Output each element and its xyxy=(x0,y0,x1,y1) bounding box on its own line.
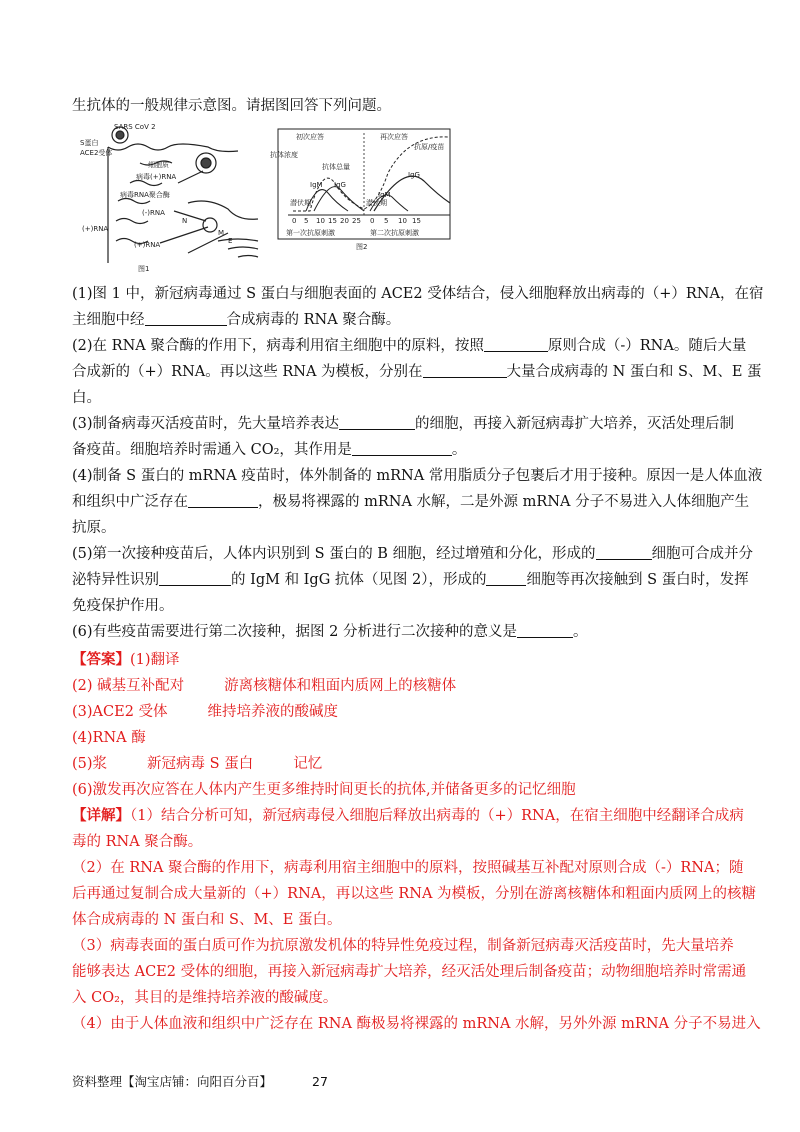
fig1-label: (-)RNA xyxy=(142,209,165,217)
answer-1 xyxy=(72,650,732,670)
fig2-xlabel: 第一次抗原刺激 xyxy=(286,229,335,237)
page-number: 27 xyxy=(312,1074,328,1089)
page-footer xyxy=(72,1072,328,1090)
fig2-label: 抗体总量 xyxy=(322,163,350,171)
text: 和组织中广泛存在 xyxy=(72,494,188,510)
detail-3-line-2: 能够表达 ACE2 受体的细胞，再接入新冠病毒扩大培养，经灭活处理后制备疫苗；动物细胞培养时常需通 xyxy=(72,964,747,980)
figures xyxy=(78,123,458,275)
series-igg-1 xyxy=(314,187,364,211)
text: 。 xyxy=(572,624,588,640)
question-2-line-2 xyxy=(72,362,762,382)
fig2-tick: 15 xyxy=(328,217,337,225)
fig1-label: (+)RNA xyxy=(82,225,109,233)
detail-2-line-2: 后再通过复制合成大量新的（+）RNA，再以这些 RNA 为模板，分别在游离核糖体和粗面内质网上的核糖 xyxy=(72,886,757,902)
fig2-tick: 0 xyxy=(292,217,297,225)
fig2-label: IgG xyxy=(334,181,346,189)
text: 新冠病毒 S 蛋白 xyxy=(147,756,254,772)
text: 原则合成（-）RNA。随后大量 xyxy=(547,338,747,354)
fig2-tick: 10 xyxy=(316,217,325,225)
question-4-line-1: (4)制备 S 蛋白的 mRNA 疫苗时，体外制备的 mRNA 常用脂质分子包裹后才用于接种。原因一是人体血液 xyxy=(72,468,763,484)
fig2-tick: 0 xyxy=(370,217,375,225)
fig2-label: IgM xyxy=(310,181,323,189)
detail-4-line-1: （4）由于人体血液和组织中广泛存在 RNA 酶极易将裸露的 mRNA 水解，另外外源 mRNA 分子不易进入 xyxy=(72,1016,761,1032)
answer-3 xyxy=(72,702,732,722)
detail-1-line-2: 毒的 RNA 聚合酶。 xyxy=(72,834,203,850)
answer-blank[interactable] xyxy=(188,493,258,508)
fig2-tick: 25 xyxy=(352,217,361,225)
fig2-tick: 10 xyxy=(398,217,407,225)
text: (5)浆 xyxy=(72,756,108,772)
fig2-tick: 15 xyxy=(412,217,421,225)
fig1-label: 病毒(+)RNA xyxy=(136,173,177,181)
question-4-line-3: 抗原。 xyxy=(72,520,116,536)
answer-tag: 【答案】 xyxy=(72,652,130,668)
text: 的细胞，再接入新冠病毒扩大培养，灭活处理后制 xyxy=(415,416,735,432)
cell-membrane xyxy=(108,144,238,152)
detail-2-line-3: 体合成病毒的 N 蛋白和 S、M、E 蛋白。 xyxy=(72,912,342,928)
text: 记忆 xyxy=(293,756,323,772)
fig2-tick: 5 xyxy=(384,217,389,225)
figure-1-labels xyxy=(80,123,232,273)
fig1-label: E xyxy=(228,237,233,245)
fig1-label: N xyxy=(182,217,188,225)
fig2-xlabel: 第二次抗原刺激 xyxy=(370,229,419,237)
intro-text: 生抗体的一般规律示意图。请据图回答下列问题。 xyxy=(72,98,391,114)
figure-1-and-2 xyxy=(78,123,458,275)
text: 合成新的（+）RNA。再以这些 RNA 为模板，分别在 xyxy=(72,364,423,380)
detail-3-line-1: （3）病毒表面的蛋白质可作为抗原激发机体的特异性免疫过程，制备新冠病毒灭活疫苗时，先大量培养 xyxy=(72,938,734,954)
text: (2) 碱基互补配对 xyxy=(72,678,185,694)
fig2-label: 抗原/疫苗 xyxy=(414,143,445,151)
answer-2 xyxy=(72,676,732,696)
answer-blank[interactable] xyxy=(484,337,548,352)
detail-1-line-1 xyxy=(72,806,744,826)
answer-blank[interactable] xyxy=(145,311,227,326)
fig2-label: IgG xyxy=(408,171,420,179)
fig1-label: S蛋白 xyxy=(80,139,99,147)
answer-5 xyxy=(72,754,732,774)
answer-6: (6)激发再次应答在人体内产生更多维持时间更长的抗体,并储备更多的记忆细胞 xyxy=(72,782,576,798)
text: 。 xyxy=(451,442,467,458)
answer-blank[interactable] xyxy=(486,571,526,586)
question-2-line-1 xyxy=(72,336,747,356)
fig2-label: 再次应答 xyxy=(380,133,408,141)
question-2-line-3: 白。 xyxy=(72,390,101,406)
question-1-line-1: (1)图 1 中，新冠病毒通过 S 蛋白与细胞表面的 ACE2 受体结合，侵入细胞释放出病毒的（+）RNA，在宿 xyxy=(72,286,764,302)
answer-4: (4)RNA 酶 xyxy=(72,730,146,746)
question-3-line-1 xyxy=(72,414,735,434)
text: (2)在 RNA 聚合酶的作用下，病毒利用宿主细胞中的原料，按照 xyxy=(72,338,484,354)
question-4-line-2 xyxy=(72,492,750,512)
text: (5)第一次接种疫苗后，人体内识别到 S 蛋白的 B 细胞，经过增殖和分化，形成的 xyxy=(72,546,596,562)
detail-2-line-1: （2）在 RNA 聚合酶的作用下，病毒利用宿主细胞中的原料，按照碱基互补配对原则合成（-）RNA；随 xyxy=(72,860,744,876)
text: (3)制备病毒灭活疫苗时，先大量培养表达 xyxy=(72,416,340,432)
answer-blank[interactable] xyxy=(339,415,415,430)
question-6-line xyxy=(72,622,732,642)
question-1-line-2 xyxy=(72,310,732,330)
fig2-tick: 20 xyxy=(340,217,349,225)
footer-source: 资料整理【淘宝店铺：向阳百分百】 xyxy=(72,1074,273,1089)
fig2-tick: 5 xyxy=(304,217,309,225)
fig2-label: IgM xyxy=(378,191,391,199)
fig1-label: M xyxy=(218,229,225,237)
detail-3-line-3: 入 CO₂，其目的是维持培养液的酸碱度。 xyxy=(72,990,338,1006)
text: 维持培养液的酸碱度 xyxy=(207,704,339,720)
text: 的 IgM 和 IgG 抗体（见图 2），形成的 xyxy=(231,572,487,588)
text: 大量合成病毒的 N 蛋白和 S、M、E 蛋 xyxy=(506,364,762,380)
text: 游离核糖体和粗面内质网上的核糖体 xyxy=(224,678,457,694)
text: 合成病毒的 RNA 聚合酶。 xyxy=(226,312,401,328)
text: 细胞等再次接触到 S 蛋白时，发挥 xyxy=(526,572,749,588)
answer-blank[interactable] xyxy=(352,441,452,456)
text: （1）结合分析可知，新冠病毒侵入细胞后释放出病毒的（+）RNA，在宿主细胞中经翻译合成病 xyxy=(130,808,744,824)
fig1-label: ACE2受体 xyxy=(80,149,113,157)
answer-blank[interactable] xyxy=(517,623,573,638)
text: (3)ACE2 受体 xyxy=(72,704,168,720)
answer-blank[interactable] xyxy=(159,571,231,586)
text: 细胞可合成并分 xyxy=(651,546,754,562)
fig2-label: 潜伏期 xyxy=(290,199,311,207)
detail-tag: 【详解】 xyxy=(72,808,130,824)
question-5-line-1 xyxy=(72,544,754,564)
fig2-label: 潜伏期 xyxy=(366,199,387,207)
fig2-ylabel: 抗体浓度 xyxy=(270,151,298,159)
text: 泌特异性识别 xyxy=(72,572,159,588)
golgi xyxy=(218,239,258,257)
text: ，极易将裸露的 mRNA 水解，二是外源 mRNA 分子不易进入人体细胞产生 xyxy=(258,494,750,510)
answer-blank[interactable] xyxy=(423,363,507,378)
answer-blank[interactable] xyxy=(596,545,652,560)
question-5-line-3: 免疫保护作用。 xyxy=(72,598,174,614)
text: (6)有些疫苗需要进行第二次接种，据图 2 分析进行二次接种的意义是 xyxy=(72,624,517,640)
question-5-line-2 xyxy=(72,570,749,590)
fig2-caption: 图2 xyxy=(356,243,368,251)
fig1-label: 细胞质 xyxy=(148,161,169,169)
text: 主细胞中经 xyxy=(72,312,145,328)
fig1-caption: 图1 xyxy=(138,265,150,273)
question-3-line-2 xyxy=(72,440,732,460)
figure-2-labels xyxy=(270,132,444,251)
text: (1)翻译 xyxy=(130,652,180,668)
fig1-label: SARS CoV 2 xyxy=(114,123,156,131)
text: 备疫苗。细胞培养时需通入 CO₂，其作用是 xyxy=(72,442,352,458)
fig1-label: 病毒RNA聚合酶 xyxy=(120,191,170,199)
fig2-label: 初次应答 xyxy=(296,133,324,141)
fig1-label: (+)RNA xyxy=(134,241,161,249)
